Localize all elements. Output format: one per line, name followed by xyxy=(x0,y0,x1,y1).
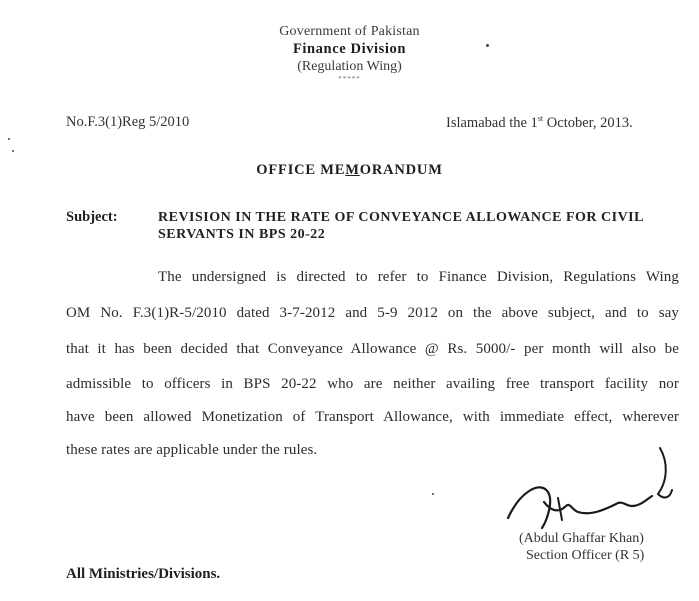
memo-title-part1: OFFICE ME xyxy=(256,162,346,178)
date-ordinal: st xyxy=(537,114,544,123)
body-line-1: The undersigned is directed to refer to Finance Division, Regulations Wing xyxy=(158,269,679,285)
header-division: Finance Division xyxy=(292,41,407,57)
subject-label: Subject: xyxy=(66,209,118,225)
memo-title-underlined: M xyxy=(345,162,360,178)
body-line-2: OM No. F.3(1)R-5/2010 dated 3-7-2012 and 5-9 2012 on the above subject, and to say xyxy=(66,305,679,321)
memo-title-part2: ORANDUM xyxy=(359,162,443,178)
memo-date xyxy=(446,114,633,132)
date-prefix: Islamabad the 1 xyxy=(446,114,538,131)
body-line-5: have been allowed Monetization of Transport Allowance, with immediate effect, wherever xyxy=(66,409,679,425)
scan-speck xyxy=(12,150,14,152)
body-line-6: these rates are applicable under the rules. xyxy=(66,442,318,458)
header-stars: ***** xyxy=(338,75,361,83)
scan-speck xyxy=(486,44,489,47)
date-suffix: October, 2013. xyxy=(543,114,633,131)
signatory-title: Section Officer (R 5) xyxy=(526,548,645,563)
body-line-4: admissible to officers in BPS 20-22 who are neither availing free transport facility nor xyxy=(66,376,679,392)
header-government: Government of Pakistan xyxy=(279,24,420,39)
subject-text: REVISION IN THE RATE OF CONVEYANCE ALLOWANCE FOR CIVIL SERVANTS IN BPS 20-22 xyxy=(158,210,644,242)
scan-speck xyxy=(8,138,10,140)
header-wing: (Regulation Wing) xyxy=(297,59,402,74)
body-line-3: that it has been decided that Conveyance Allowance @ Rs. 5000/- per month will also be xyxy=(66,341,679,357)
scan-speck xyxy=(432,493,434,495)
file-number: No.F.3(1)Reg 5/2010 xyxy=(66,114,190,130)
addressee: All Ministries/Divisions. xyxy=(66,566,221,582)
handwritten-signature xyxy=(500,440,675,538)
signatory-name: (Abdul Ghaffar Khan) xyxy=(519,531,644,546)
memo-title xyxy=(0,162,699,179)
